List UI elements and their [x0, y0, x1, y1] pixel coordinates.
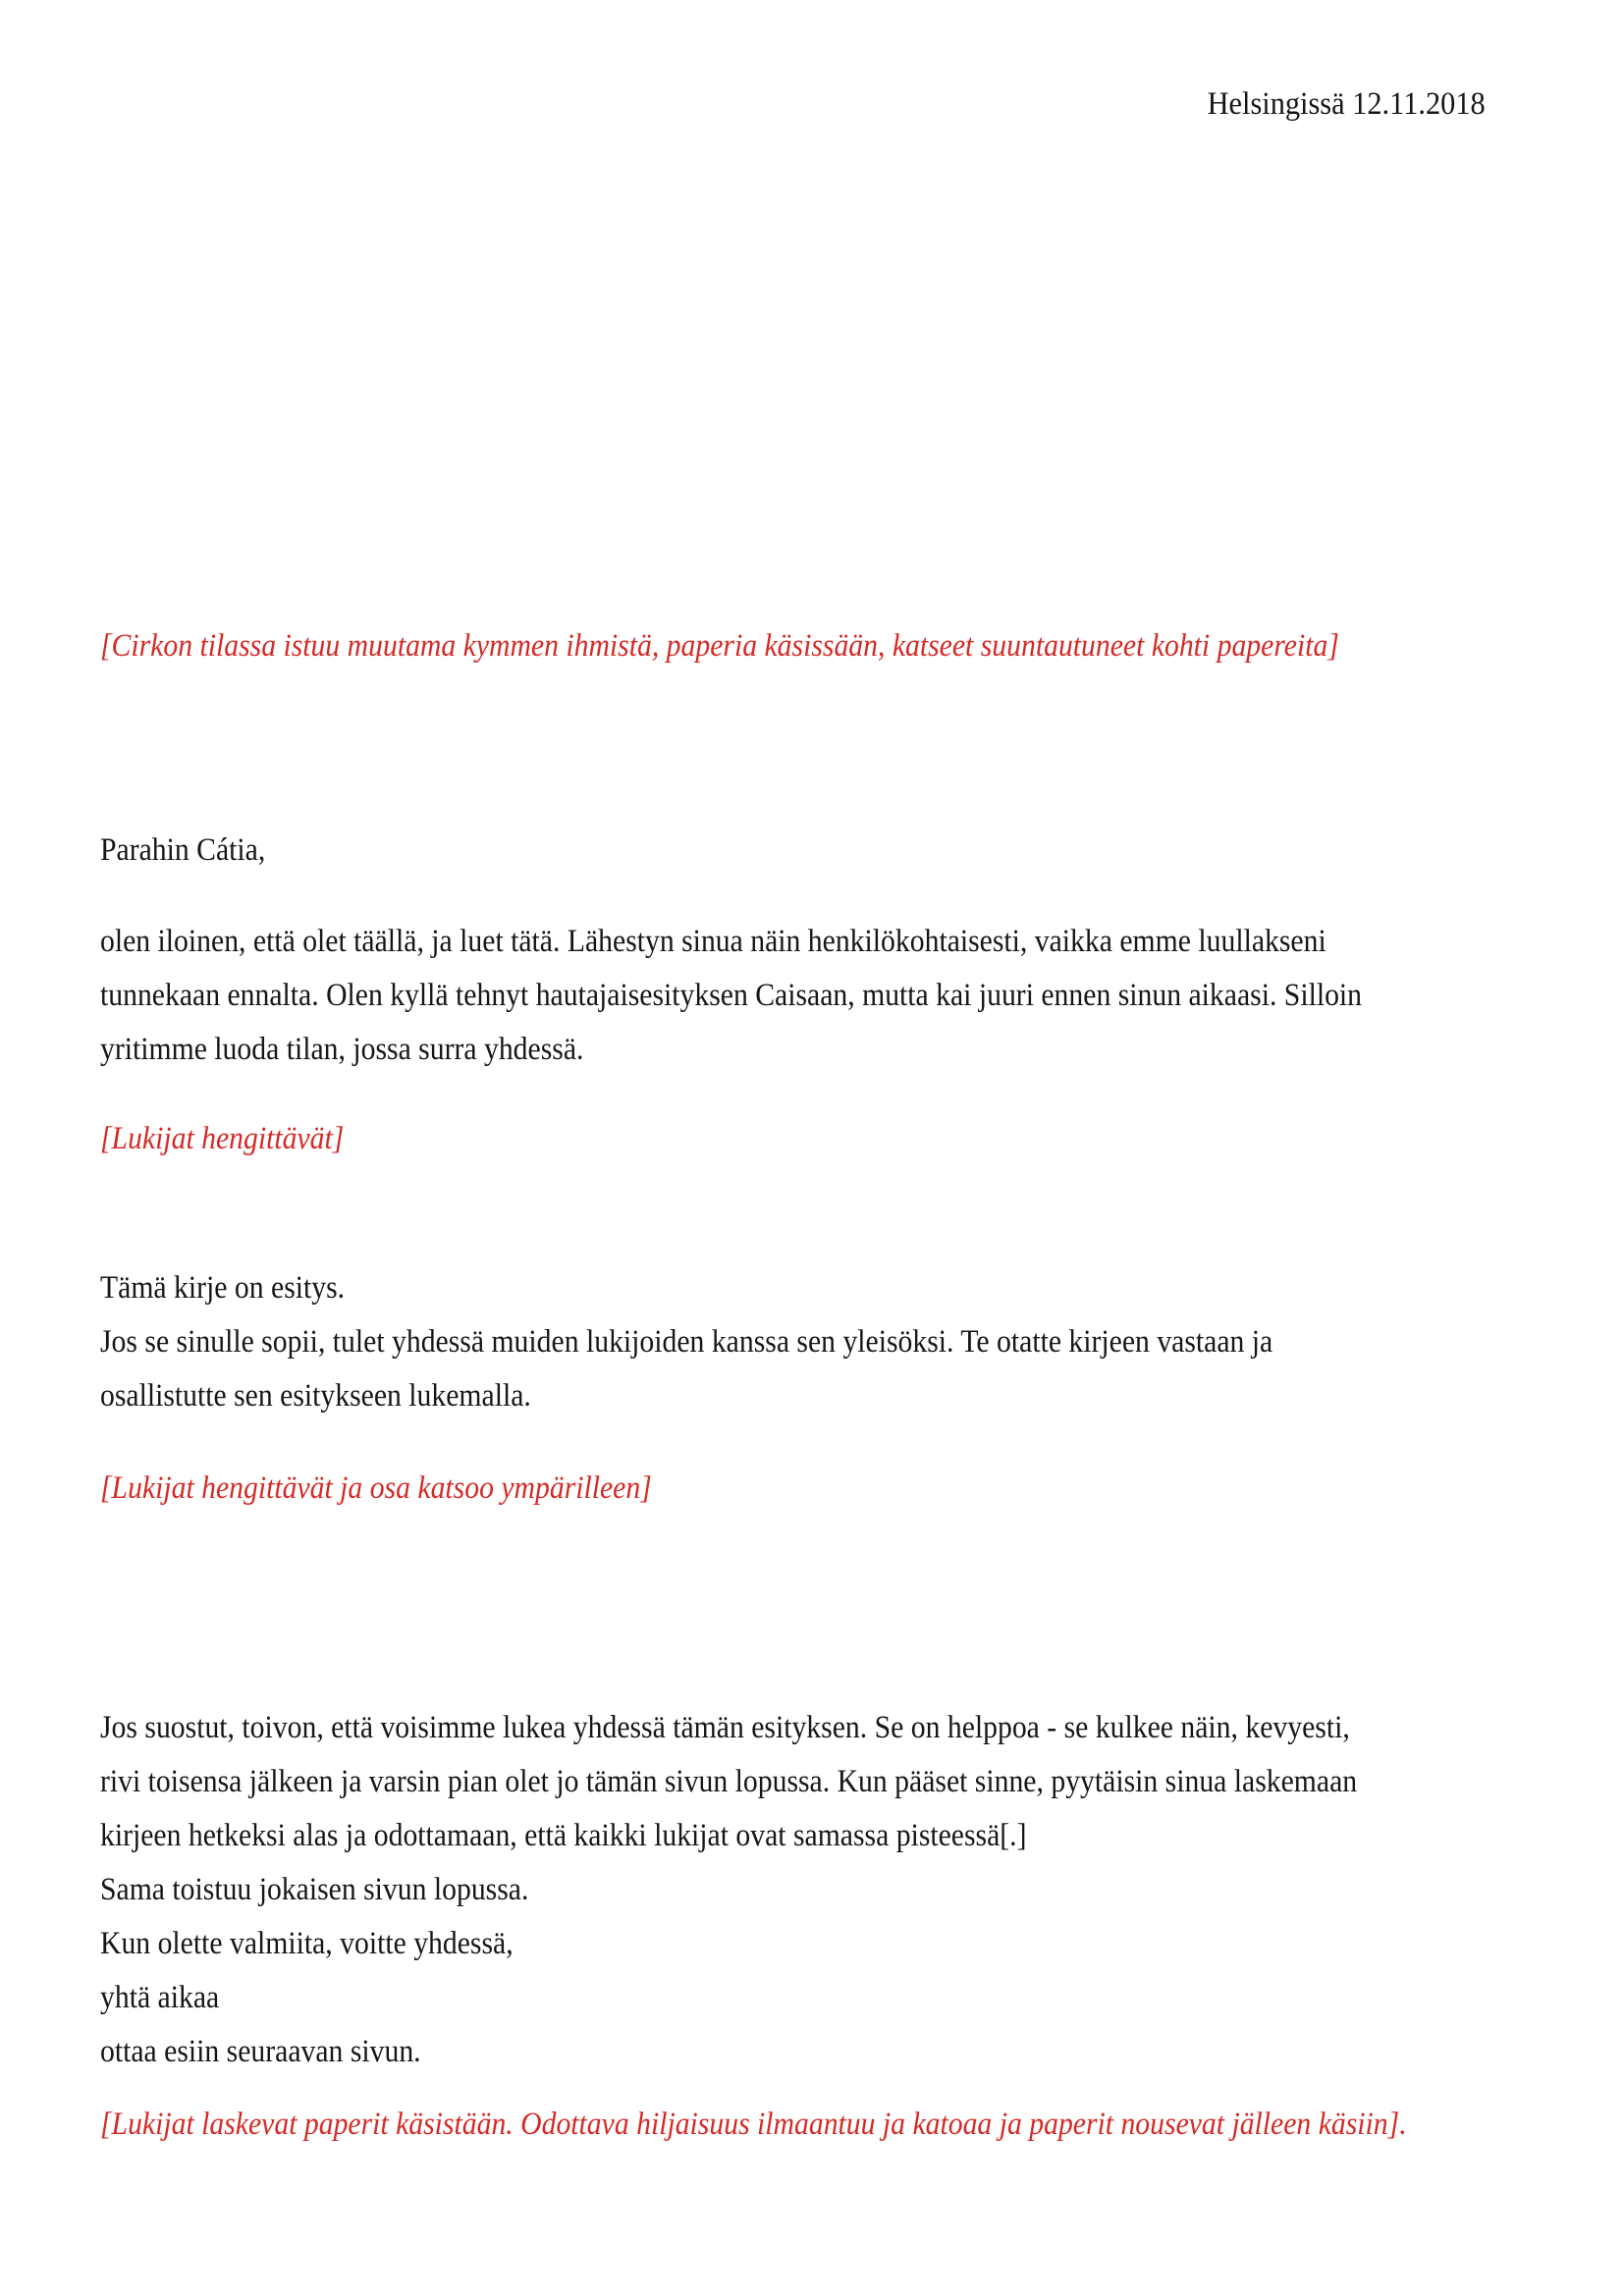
paragraph-line: ottaa esiin seuraavan sivun. — [100, 2034, 421, 2069]
salutation: Parahin Cátia, — [100, 832, 266, 868]
paragraph-line: Kun olette valmiita, voitte yhdessä, — [100, 1926, 514, 1961]
paragraph-line: Tämä kirje on esitys. — [100, 1270, 346, 1306]
paragraph-line: yritimme luoda tilan, jossa surra yhdessä. — [100, 1032, 584, 1067]
paragraph-intro — [100, 915, 1362, 1077]
paragraph-line: Sama toistuu jokaisen sivun lopussa. — [100, 1872, 529, 1907]
dateline: Helsingissä 12.11.2018 — [1207, 86, 1486, 122]
paragraph-performance — [100, 1261, 1272, 1423]
stage-direction-breathe: [Lukijat hengittävät] — [100, 1121, 345, 1156]
paragraph-instructions — [100, 1701, 1357, 2079]
paragraph-line: rivi toisensa jälkeen ja varsin pian olet jo tämän sivun lopussa. Kun pääset sinne, pyytäisin sinua laskemaan — [100, 1764, 1358, 1799]
paragraph-line: osallistutte sen esitykseen lukemalla. — [100, 1378, 531, 1414]
paragraph-line: Jos suostut, toivon, että voisimme lukea yhdessä tämän esityksen. Se on helppoa - se kulkee näin, kevyesti, — [100, 1710, 1350, 1745]
paragraph-line: kirjeen hetkeksi alas ja odottamaan, että kaikki lukijat ovat samassa pisteessä[.] — [100, 1818, 1027, 1853]
paragraph-line: yhtä aikaa — [100, 1980, 220, 2015]
paragraph-line: tunnekaan ennalta. Olen kyllä tehnyt hautajaisesityksen Caisaan, mutta kai juuri ennen sinun aikaasi. Silloin — [100, 978, 1363, 1013]
stage-direction-look-around: [Lukijat hengittävät ja osa katsoo ympärilleen] — [100, 1470, 652, 1506]
paragraph-line: Jos se sinulle sopii, tulet yhdessä muiden lukijoiden kanssa sen yleisöksi. Te otatte kirjeen vastaan ja — [100, 1324, 1273, 1360]
stage-direction-opening: [Cirkon tilassa istuu muutama kymmen ihmistä, paperia käsissään, katseet suuntautuneet kohti papereita] — [100, 628, 1339, 664]
stage-direction-closing: [Lukijat laskevat paperit käsistään. Odottava hiljaisuus ilmaantuu ja katoaa ja paperit nousevat jälleen käsiin]. — [100, 2107, 1407, 2142]
paragraph-line: olen iloinen, että olet täällä, ja luet tätä. Lähestyn sinua näin henkilökohtaisesti, vaikka emme luullakseni — [100, 924, 1326, 959]
